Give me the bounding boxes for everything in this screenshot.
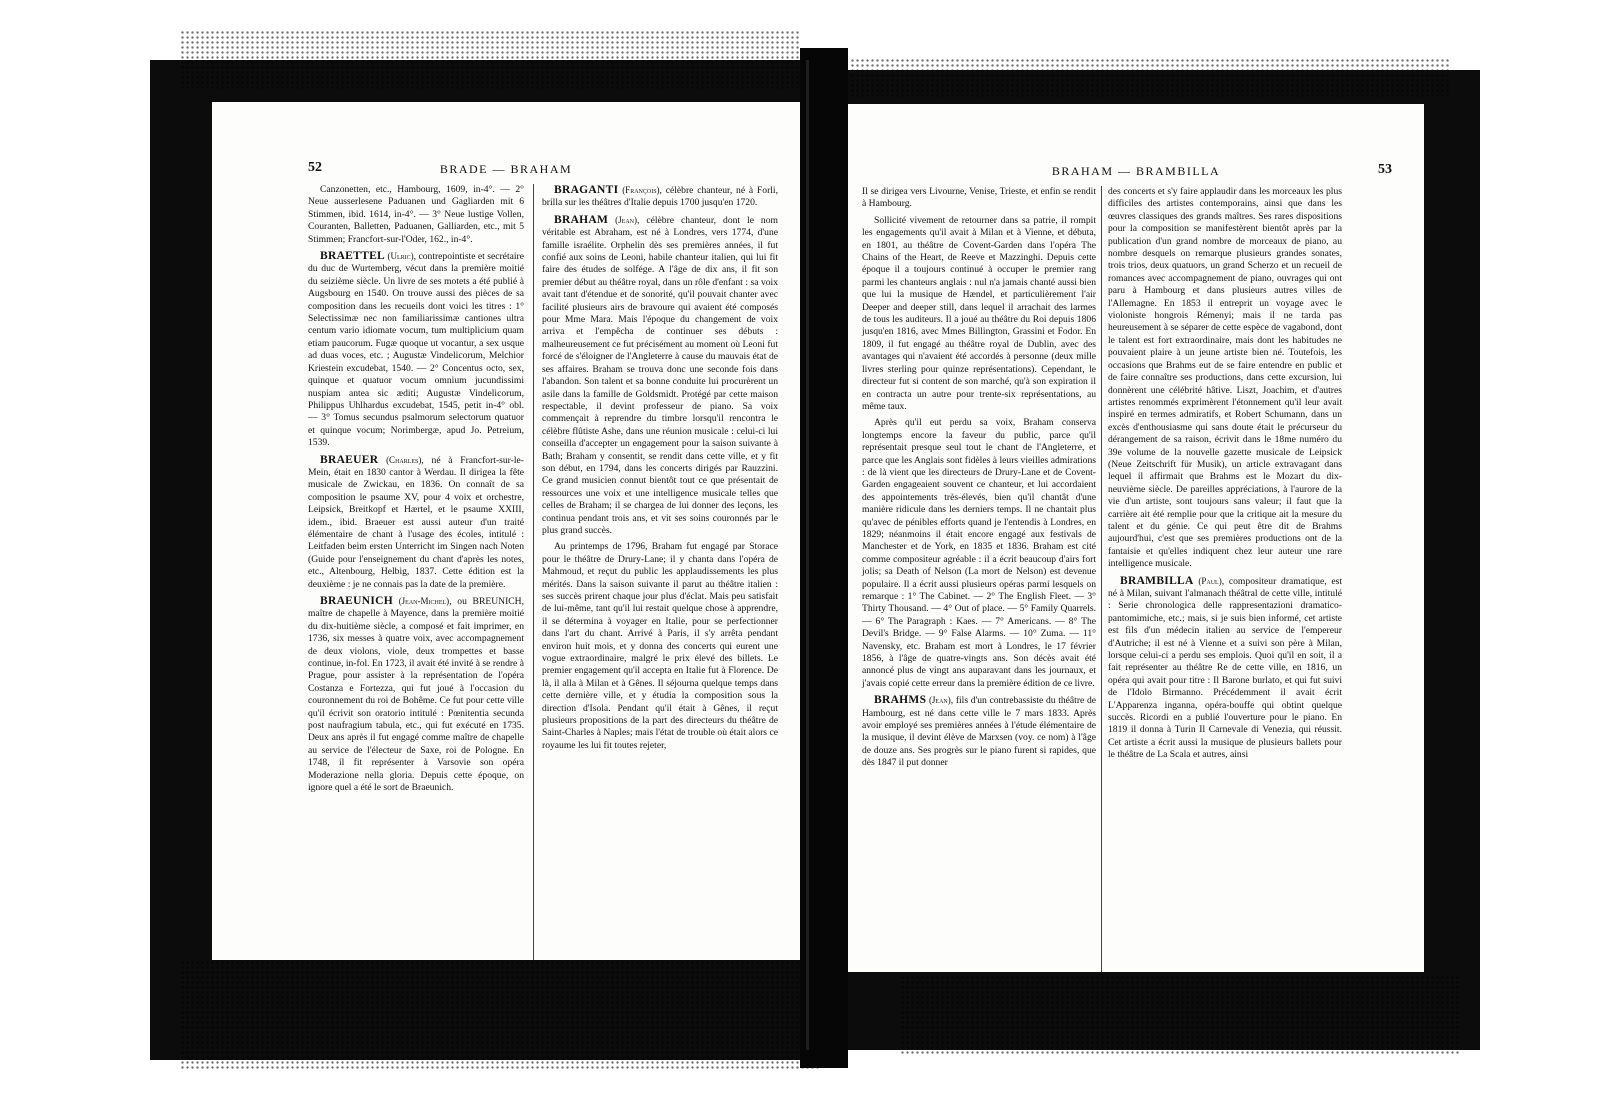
entry-text: des concerts et s'y faire applaudir dans les morceaux les plus difficiles des artistes contemporains, ainsi que dans les œuvres classiques des grands maîtres. Ses rares dispositions pour la composition se manifestèrent bientôt après par la publication d'un grand nombre de morceaux de piano, au nombre desquels on remarque plusieurs grandes sonates, trois trios, deux quatuors, un grand Scherzo et un recueil de romances avec accompagnement de piano, ouvrages qui ont paru à Hambourg et dans plusieurs autres villes de l'Allemagne. En 1853 il entreprit un voyage avec le violoniste hongrois Rémenyi; mais il ne tarda pas heureusement à se séparer de cette espèce de vagabond, dont le talent est fort extraordinaire, mais dont les habitudes ne pouvaient plaire à un jeune artiste bien né. Toutefois, les occasions que Brahms eut de se faire entendre en public et de faire connaître ses productions, dans cette excursion, lui donnèrent une célébrité hâtive. Liszt, Joachim, et d'autres artistes renommés exprimèrent l'étonnement qu'il leur avait inspiré en termes admiratifs, et Robert Schumann, dans un excès d'enthousiasme qui sans doute était le précurseur du dérangement de sa raison, écrivit dans le 18me numéro du 39e volume de la nouvelle gazette musicale de Leipsick (Neue Zeitschrift für Musik), un article extravagant dans lequel il affirmait que Brahms est le Mozart du dix-neuvième siècle. De pareilles appréciations, à l'aurore de la vie d'un artiste, sont toujours sans valeur; il faut que la carrière ait été remplie pour que la critique ait la mesure du talent et du génie. Ce qui peut être dit de Brahms aujourd'hui, c'est que ses premières productions ont de la fantaisie et qu'elles indiquent chez leur auteur une rare intelligence musicale. (1108, 186, 1342, 570)
left-running-head: BRADE — BRAHAM (439, 162, 573, 176)
left-column-rule (533, 184, 534, 960)
right-column-2 (1108, 186, 1342, 766)
right-page (848, 104, 1424, 972)
entry-text: , contrepointiste et secrétaire du duc de Wurtemberg, vécut dans la première moitié du seizième siècle. Un livre de ses motets a été publié à Augsbourg en 1540. On trouve aussi des pièces de sa composition dans les recueils dont voici les titres : 1° Selectissimæ nec non familiarissimæ cantiones ultra centum vario idiomate vocum, tum multiplicium quam etiam paucorum. Fugæ quoque ut vocantur, a sex usque ad duas voces, etc. ; Augustæ Vindelicorum, Melchior Kriestein excudebat, 1540. — 2° Concentus octo, sex, quinque et quatuor vocum omnium jucundissimi nuspiam antea sic æditi; Augustæ Vindelicorum, Philippus Uhlhardus excudebat, 1545, petit in-4° obl. — 3° Tomus secundus psalmorum selectorum quatuor et quinque vocum; Norimbergæ, apud Jo. Petreium, 1539. (308, 251, 524, 449)
paragraph (862, 186, 1096, 211)
scan-noise-bottom-right (900, 975, 1460, 1055)
right-column-1 (862, 186, 1096, 774)
entry-headword: BRAEUER (320, 453, 379, 466)
entry-text: Sollicité vivement de retourner dans sa patrie, il rompit les engagements qu'il avait à Milan et à Vienne, et débuta, en 1801, au théâtre de Covent-Garden dans l'opéra The Chains of the Heart, de Reeve et Mazzinghi. Depuis cette époque il a toujours continué à occuper le premier rang parmi les chanteurs anglais : nul n'a jamais chanté aussi bien que lui la musique de Hændel, et particulièrement l'air Deeper and deeper still, dans lequel il arrachait des larmes de tous les auditeurs. Il a joué au théâtre du Roi depuis 1806 jusqu'en 1816, avec Mmes Billington, Grassini et Fodor. En 1809, il fut engagé au théâtre royal de Dublin, avec des avantages qui n'avaient été accordés à personne (deux mille livres sterling pour quinze représentations). Cependant, le directeur fut si content de son marché, qu'à son expiration il en contracta un autre pour trente-six représentations, au même taux. (862, 214, 1096, 412)
dictionary-entry (542, 214, 778, 538)
right-running-head: BRAHAM — BRAMBILLA (1051, 164, 1221, 178)
left-column-1 (308, 184, 524, 799)
entry-text: , né à Francfort-sur-le-Mein, était en 1830 cantor à Werdau. Il dirigea la fête musicale de Zwickau, en 1836. On connaît de sa composition le psaume XV, pour 4 voix et orchestre, Leipsick, Breitkopf et Hærtel, et le psaume XXIII, idem., ibid. Braeuer est aussi auteur d'un traité élémentaire de chant à l'usage des écoles, intitulé : Leitfaden beim ersten Unterricht im Singen nach Noten (Guide pour l'enseignement du chant d'après les notes, etc., Altenbourg, Helbig, 1837. Cette édition est la deuxième : je ne connais pas la date de la première. (308, 454, 524, 590)
entry-text: , célèbre chanteur, né à Forli, brilla sur les théâtres d'Italie depuis 1700 jusqu'en 1720. (542, 185, 778, 209)
entry-text: Après qu'il eut perdu sa voix, Braham conserva longtemps encore la faveur du public, parce qu'il représentait presque seul tout le chant de l'Angleterre, et parce que les Anglais sont fidèles à leurs vieilles admirations : de là vient que les directeurs de Drury-Lane et de Covent-Garden engageaient souvent ce chanteur, et lui accordaient des appointements très-élevés, bien qu'il chantât d'une manière ridicule dans les derniers temps. Il ne chantait plus qu'avec de pénibles efforts quand je l'entendis à Londres, en 1829; néanmoins il était encore engagé aux festivals de Manchester et de York, en 1835 et 1836. Braham est cité comme compositeur agréable : il a écrit beaucoup d'airs fort jolis; sa Death of Nelson (La mort de Nelson) est devenue populaire. Il a écrit aussi plusieurs opéras parmi lesquels on remarque : 1° The Cabinet. — 2° The English Fleet. — 3° Thirty Thousand. — 4° Out of place. — 5° Family Quarrels. — 6° The Paragraph : Kaes. — 7° Americans. — 8° The Devil's Bridge. — 9° False Alarms. — 10° Zuma. — 11° Navensky, etc. Braham est mort à Londres, le 17 février 1856, à l'âge de quatre-vingts ans. Son décès avait été annoncé plus de vingt ans auparavant dans les journaux, et j'avais copié cette erreur dans la première édition de ce livre. (862, 417, 1096, 689)
entry-text: , compositeur dramatique, est né à Milan, suivant l'almanach théâtral de cette ville, intitulé : Serie chronologica delle rappresentazioni dramatico-pantomimiche, etc.; mais, si je suis bien informé, cet artiste est fils d'un médecin italien au service de l'empereur d'Autriche; il est né à Vienne et a suivi son père à Milan, lorsque celui-ci a perdu ses emplois. Quoi qu'il en soit, il a fait représenter au théâtre Re de cette ville, en 1816, un opéra qui avait pour titre : Il Barone burlato, et qui fut suivi de l'Idolo Birmanno. Précédemment il avait écrit L'Apparenza inganna, opéra-bouffe qui obtint quelque succès. Ricordi en a publié l'ouverture pour le piano. En 1819 il donna à Turin Il Carnevale di Venezia, qui réussit. Cet artiste a écrit aussi la musique de plusieurs ballets pour le théâtre de La Scala et autres, ainsi (1108, 575, 1342, 761)
entry-text: , fils d'un contrebassiste du théâtre de Hambourg, est né dans cette ville le 7 mars 1833. Après avoir employé ses premières années à l'étude élémentaire de la musique, il devint élève de Marxsen (voy. ce nom) à l'âge de douze ans. Ses progrès sur le piano furent si rapides, que dès 1847 il put donner (862, 695, 1096, 769)
scan-noise-top-left (180, 30, 800, 90)
entry-given-name: (Jean-Michel) (398, 596, 450, 606)
entry-headword: BRAHAM (554, 213, 609, 226)
entry-given-name: (Jean) (928, 695, 951, 706)
left-page-number: 52 (308, 160, 322, 175)
paragraph (862, 417, 1096, 690)
dictionary-entry (862, 694, 1096, 769)
right-page-number: 53 (1378, 162, 1392, 177)
entry-headword: BRAETTEL (320, 250, 386, 263)
entry-given-name: (François) (622, 185, 660, 195)
paragraph (1108, 186, 1342, 571)
entry-text: , ou BREUNICH, maître de chapelle à Mayence, dans la première moitié du dix-huitième siècle, a composé et fait imprimer, en 1736, six messes à quatre voix, avec accompagnement de deux violons, viole, deux trompettes et basse continue, in-fol. En 1723, il avait été invité à se rendre à Prague, pour assister à la représentation de l'opéra Costanza e Fortezza, qui fut joué à l'occasion du couronnement du roi de Bohême. Ce fut pour cette ville qu'il écrivit son oratorio intitulé : Pœnitentia secunda post naufragium tabula, etc., qui fut exécuté en 1735. Deux ans après il fut engagé comme maître de chapelle au service de l'électeur de Saxe, roi de Pologne. En 1748, il fit représenter à Varsovie son opéra Moderazione nella gloria. Depuis cette époque, on ignore quel a été le sort de Braeunich. (308, 596, 524, 794)
left-page (212, 102, 800, 960)
entry-text: Canzonetten, etc., Hambourg, 1609, in-4°. — 2° Neue ausserlesene Paduanen und Gagliarden mit 6 Stimmen, ibid. 1614, in-4°. — 3° Neue lustige Vollen, Couranten, Balletten, Paduanen, Galliarden, etc., mit 5 Stimmen; Francfort-sur-l'Oder, 162., in-4°. (308, 184, 524, 245)
dictionary-entry (308, 250, 524, 450)
entry-given-name: (Paul) (1198, 575, 1222, 586)
entry-given-name: (Charles) (386, 454, 422, 465)
entry-text: Au printemps de 1796, Braham fut engagé par Storace pour le théâtre de Drury-Lane; il y chanta dans l'opéra de Mahmoud, et reçut du public les applaudissements les plus mérités. Dans la saison suivante il parut au théâtre italien : ses succès prirent chaque jour plus d'éclat. Mais peu satisfait de lui-même, tant qu'il lui restait quelque chose à apprendre, il se détermina à voyager en Italie, pour se perfectionner dans l'art du chant. Arrivé à Paris, il s'y arrêta pendant environ huit mois, et y donna des concerts qui eurent une vogue extraordinaire, malgré le prix élevé des billets. Le premier engagement qu'il accepta en Italie fut à Florence. De là, il alla à Milan et à Gênes. Il séjourna quelque temps dans cette dernière ville, et y étudia la composition sous la direction d'Isola. Pendant qu'il était à Gênes, il reçut plusieurs propositions de la part des directeurs du théâtre de Saint-Charles à Naples; mais l'état de trouble où était alors ce royaume les lui fit toutes rejeter, (542, 541, 778, 751)
paragraph (862, 215, 1096, 414)
right-column-rule (1101, 186, 1102, 972)
paragraph (308, 184, 524, 246)
entry-given-name: (Ulric) (387, 251, 414, 262)
entry-text: Il se dirigea vers Livourne, Venise, Trieste, et enfin se rendit à Hambourg. (862, 186, 1096, 210)
entry-given-name: (Jean) (615, 214, 637, 225)
scan-noise-top-right (850, 58, 1450, 98)
left-column-2 (542, 184, 778, 756)
entry-headword: BRAGANTI (554, 184, 619, 196)
dictionary-entry (308, 595, 524, 795)
dictionary-entry (308, 454, 524, 591)
scan-noise-bottom-left (180, 960, 820, 1070)
dictionary-entry (1108, 575, 1342, 762)
entry-headword: BRAMBILLA (1120, 574, 1194, 587)
entry-text: , célèbre chanteur, dont le nom véritable est Abraham, est né à Londres, vers 1774, d'une famille israélite. Orphelin dès ses premières années, il fut confié aux soins de Leoni, habile chanteur italien, qui lui fit faire des études de solfége. A l'âge de dix ans, il fit son premier début au théâtre royal, dans un rôle d'enfant : sa voix avait tant d'étendue et de sonorité, qu'il pouvait chanter avec facilité plusieurs airs de bravoure qui avaient été composés pour Mme Mara. Mais l'époque du changement de voix arriva et l'empêcha de continuer ses débuts : malheureusement ce fut précisément au moment où Leoni fut forcé de s'éloigner de l'Angleterre à cause du mauvais état de ses affaires. Braham se trouva donc une seconde fois dans l'abandon. Son talent et sa bonne conduite lui procurèrent un asile dans la famille de Goldsmidt. Protégé par cette maison respectable, il devint professeur de piano. Sa voix commençait à reprendre du timbre lorsqu'il rencontra le célèbre flûtiste Ashe, dans une réunion musicale : celui-ci lui conseilla d'accepter un engagement pour la saison suivante à Bath; Braham y consentit, se rendit dans cette ville, et y fit son début, en 1794, dans les concerts dirigés par Rauzzini. Ce grand musicien connut bientôt tout ce que présentait de ressources une voix et une intelligence musicale telles que celles de Braham; il se chargea de lui donner des leçons, les continua pendant trois ans, et vit ses soins couronnés par le plus grand succès. (542, 214, 778, 536)
gutter-line (806, 60, 809, 1050)
entry-headword: BRAHMS (874, 694, 927, 707)
dictionary-entry (542, 184, 778, 210)
paragraph (542, 541, 778, 752)
entry-headword: BRAEUNICH (320, 595, 393, 607)
